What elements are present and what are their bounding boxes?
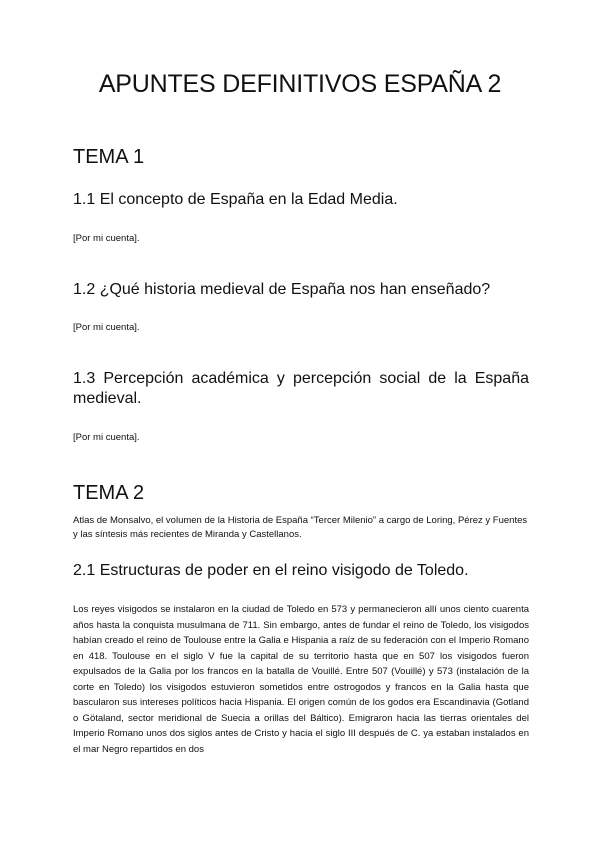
section-1-2-heading: 1.2 ¿Qué historia medieval de España nos han enseñado? — [73, 281, 491, 298]
tema1-heading: TEMA 1 — [73, 146, 145, 168]
tema2-heading: TEMA 2 — [73, 482, 145, 504]
section-1-1-heading: 1.1 El concepto de España en la Edad Media. — [73, 191, 398, 208]
tema2-intro: Atlas de Monsalvo, el volumen de la Historia de España “Tercer Milenio” a cargo de Loring, Pérez y Fuentes y las síntesis más recientes de Miranda y Castellanos. — [73, 515, 528, 540]
section-1-2-note: [Por mi cuenta]. — [73, 322, 140, 333]
section-1-1-note: [Por mi cuenta]. — [73, 233, 140, 244]
section-1-3-heading: 1.3 Percepción académica y percepción social de la España medieval. — [73, 370, 529, 407]
section-2-1-paragraph: Los reyes visigodos se instalaron en la ciudad de Toledo en 573 y permanecieron allí unos ciento cuarenta años hasta la conquista musulmana de 711. Sin embargo, antes de fundar el reino de Toledo, los visigodos habían creado el reino de Toulouse entre la Galia e Hispania a raíz de su federación con el Imperio Romano en 418. Toulouse en el siglo V fue la capital de su territorio hasta que en 507 los visigodos fueron expulsados de la Galia por los francos en la batalla de Vouillé. Entre 507 (Vouillé) y 573 (instalación de la corte en Toledo) los visigodos estuvieron sometidos entre ostrogodos y francos en la Galia hasta que bascularon sus intereses políticos hacia Hispania. El origen común de los godos era Escandinavia (Gotland o Götaland, sector meridional de Suecia a orillas del Báltico). Emigraron hacia las tierras orientales del Imperio Romano unos dos siglos antes de Cristo y hacia el siglo III después de C. ya estaban instalados en el mar Negro repartidos en dos — [73, 604, 529, 755]
section-1-3-note: [Por mi cuenta]. — [73, 432, 140, 443]
document-title: APUNTES DEFINITIVOS ESPAÑA 2 — [98, 70, 502, 98]
section-2-1-heading: 2.1 Estructuras de poder en el reino visigodo de Toledo. — [73, 562, 469, 579]
